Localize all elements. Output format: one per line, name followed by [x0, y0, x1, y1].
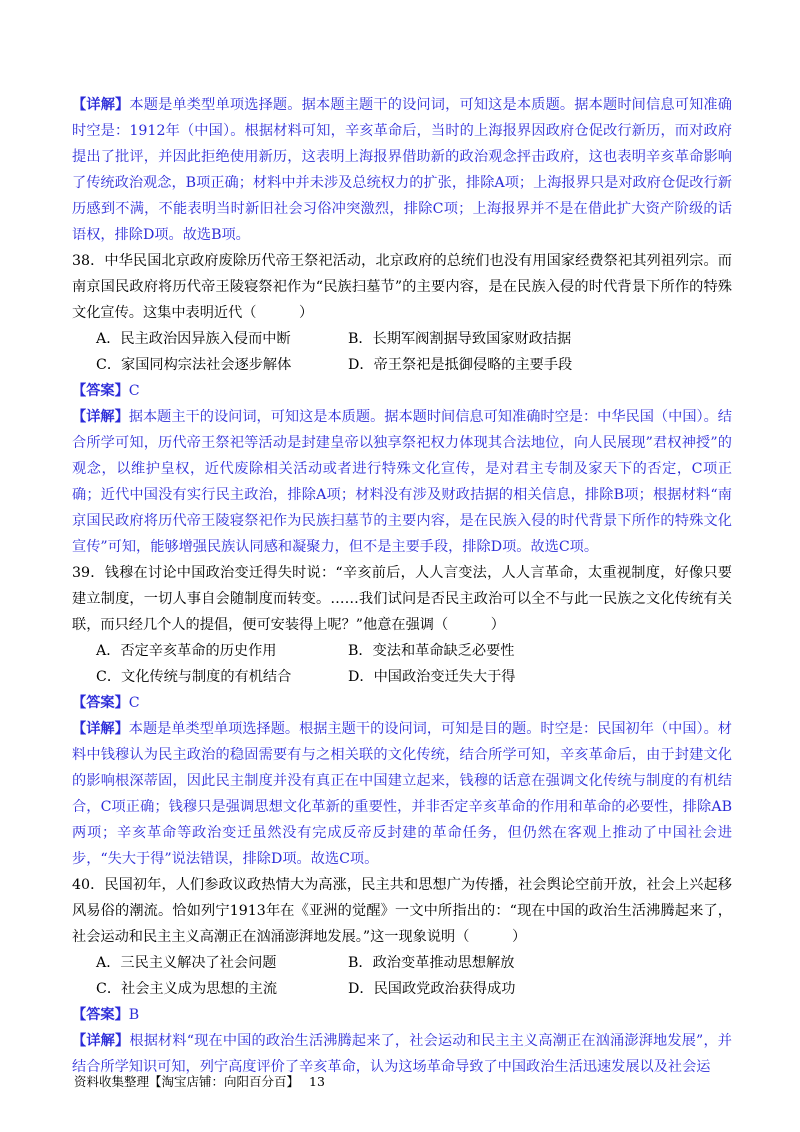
q39-detail: [72, 716, 732, 872]
q40-answer: [72, 1002, 732, 1028]
detail-text: 根据材料“现在中国的政治生活沸腾起来了，社会运动和民主主义高潮正在汹涌澎湃地发展”，并结合所学知识可知，列宁高度评价了辛亥革命，认为这场革命导致了中国政治生活迅速发展以及社会运: [72, 1033, 732, 1075]
option-c: C．文化传统与制度的有机结合: [96, 669, 292, 685]
q38-detail: [72, 404, 732, 560]
option-c: C．社会主义成为思想的主流: [96, 981, 278, 997]
q40-options: [72, 950, 732, 1002]
option-d: D．中国政治变迁失大于得: [348, 669, 516, 685]
option-b: B．变法和革命缺乏必要性: [348, 643, 515, 659]
answer-tag: 【答案】: [72, 1007, 129, 1023]
page-footer: [74, 1072, 325, 1090]
q38-options: [72, 326, 732, 378]
q38-stem: 38．中华民国北京政府废除历代帝王祭祀活动，北京政府的总统们也没有用国家经费祭祀其列祖列宗。而南京国民政府将历代帝王陵寝祭祀作为“民族扫墓节”的主要内容，是在民族入侵的时代背景下所作的特殊文化宣传。这集中表明近代（ ）: [72, 253, 732, 321]
answer-value: C: [128, 695, 140, 711]
answer-value: B: [128, 1007, 140, 1023]
q40-stem: 40．民国初年，人们参政议政热情大为高涨，民主共和思想广为传播，社会舆论空前开放，社会上兴起移风易俗的潮流。恰如列宁1913年在《亚洲的觉醒》一文中所指出的：“现在中国的政治生活沸腾起来了，社会运动和民主主义高潮正在汹涌澎湃地发展。”这一现象说明（ ）: [72, 877, 732, 945]
q39-options: [72, 638, 732, 690]
page-number: 13: [309, 1074, 325, 1089]
detail-text: 本题是单类型单项选择题。根据主题干的设问词，可知是目的题。时空是：民国初年（中国）。材料中钱穆认为民主政治的稳固需要有与之相关联的文化传统，结合所学可知，辛亥革命后，由于封建文化的影响根深蒂固，因此民主制度并没有真正在中国建立起来，钱穆的话意在强调文化传统与制度的有机结合，C项正确；钱穆只是强调思想文化革新的重要性，并非否定辛亥革命的作用和革命的必要性，排除AB两项；辛亥革命等政治变迁虽然没有完成反帝反封建的革命任务，但仍然在客观上推动了中国社会进步，“失大于得”说法错误，排除D项。故选C项。: [72, 721, 732, 867]
q39-stem: 39．钱穆在讨论中国政治变迁得失时说：“辛亥前后，人人言变法，人人言革命，太重视制度，好像只要建立制度，一切人事自会随制度而转变。……我们试问是否民主政治可以全不与此一民族之文化传统有关联，而只经几个人的提倡，便可安装得上呢？”他意在强调（ ）: [72, 565, 732, 633]
document-body: [72, 92, 732, 1080]
footer-source: 资料收集整理【淘宝店铺：向阳百分百】: [74, 1074, 300, 1089]
q39-answer: [72, 690, 732, 716]
answer-tag: 【答案】: [72, 695, 129, 711]
option-b: B．长期军阀割据导致国家财政拮据: [348, 331, 572, 347]
detail-tag: 【详解】: [72, 721, 129, 737]
option-a: A．否定辛亥革命的历史作用: [96, 643, 277, 659]
q37-detail: [72, 92, 732, 248]
detail-text: 据本题主干的设问词，可知这是本质题。据本题时间信息可知准确时空是：中华民国（中国）。结合所学可知，历代帝王祭祀等活动是封建皇帝以独享祭祀权力体现其合法地位，向人民展现”君权神授”的观念，以维护皇权，近代废除相关活动或者进行特殊文化宣传，是对君主专制及家天下的否定，C项正确；近代中国没有实行民主政治，排除A项；材料没有涉及财政拮据的相关信息，排除B项；根据材料“南京国民政府将历代帝王陵寝祭祀作为民族扫墓节的主要内容，是在民族入侵的时代背景下所作的特殊文化宣传”可知，能够增强民族认同感和凝聚力，但不是主要手段，排除D项。故选C项。: [72, 409, 732, 555]
detail-text: 本题是单类型单项选择题。据本题主题干的设问词，可知这是本质题。据本题时间信息可知准确时空是：1912年（中国）。根据材料可知，辛亥革命后，当时的上海报界因政府仓促改行新历，而对政府提出了批评，并因此拒绝使用新历，这表明上海报界借助新的政治观念抨击政府，这也表明辛亥革命影响了传统政治观念，B项正确；材料中并未涉及总统权力的扩张，排除A项；上海报界只是对政府仓促改行新历感到不满，不能表明当时新旧社会习俗冲突激烈，排除C项；上海报界并不是在借此扩大资产阶级的话语权，排除D项。故选B项。: [72, 97, 732, 243]
detail-tag: 【详解】: [72, 1033, 130, 1049]
option-d: D．民国政党政治获得成功: [348, 981, 516, 997]
option-a: A．三民主义解决了社会问题: [96, 955, 277, 971]
option-a: A．民主政治因异族入侵而中断: [96, 331, 291, 347]
option-c: C．家国同构宗法社会逐步解体: [96, 357, 292, 373]
option-b: B．政治变革推动思想解放: [348, 955, 515, 971]
answer-value: C: [128, 383, 140, 399]
detail-tag: 【详解】: [72, 97, 130, 113]
option-d: D．帝王祭祀是抵御侵略的主要手段: [348, 357, 573, 373]
answer-tag: 【答案】: [72, 383, 129, 399]
detail-tag: 【详解】: [72, 409, 129, 425]
q38-answer: [72, 378, 732, 404]
